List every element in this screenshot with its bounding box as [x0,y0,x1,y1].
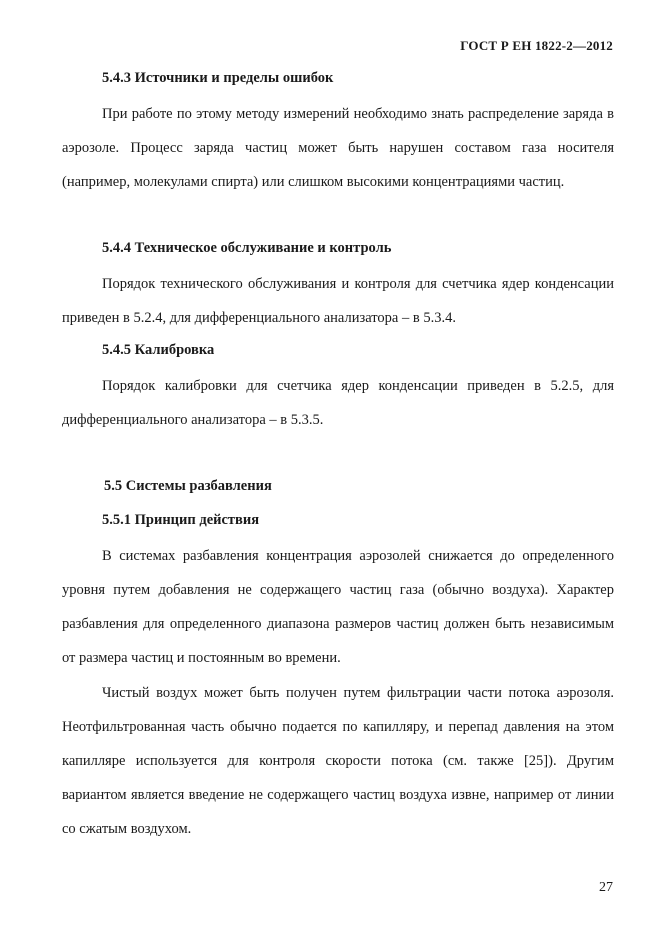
paragraph-5-5-1-b: Чистый воздух может быть получен путем фильтрации части потока аэрозоля. Неотфильтрованная часть обычно подается по капилляру, и перепад давления на этом капилляре используется для контроля скорости потока (см. также [25]). Другим вариантом является введение не содержащего частиц воздуха извне, например от линии со сжатым воздухом. [62,685,614,837]
heading-5-4-4: 5.4.4 Техническое обслуживание и контроль [102,240,392,256]
standard-header: ГОСТ Р ЕН 1822-2—2012 [460,38,613,53]
heading-5-4-3: 5.4.3 Источники и пределы ошибок [102,70,334,86]
heading-5-5-1: 5.5.1 Принцип действия [102,512,260,528]
paragraph-5-4-5: Порядок калибровки для счетчика ядер конденсации приведен в 5.2.5, для дифференциального анализатора – в 5.3.5. [62,378,614,428]
heading-5-4-5: 5.4.5 Калибровка [102,342,215,358]
heading-5-5: 5.5 Системы разбавления [104,478,272,494]
paragraph-5-5-1-a: В системах разбавления концентрация аэрозолей снижается до определенного уровня путем добавления не содержащего частиц газа (обычно воздуха). Характер разбавления для определенного диапазона размеров частиц должен быть независимым от размера частиц и постоянным во времени. [62,548,614,666]
paragraph-5-4-3: При работе по этому методу измерений необходимо знать распределение заряда в аэрозоле. Процесс заряда частиц может быть нарушен составом газа носителя (например, молекулами спирта) или слишком высокими концентрациями частиц. [62,106,614,190]
page-number: 27 [599,880,613,895]
paragraph-5-4-4: Порядок технического обслуживания и контроля для счетчика ядер конденсации приведен в 5.2.4, для дифференциального анализатора – в 5.3.4. [62,276,614,326]
